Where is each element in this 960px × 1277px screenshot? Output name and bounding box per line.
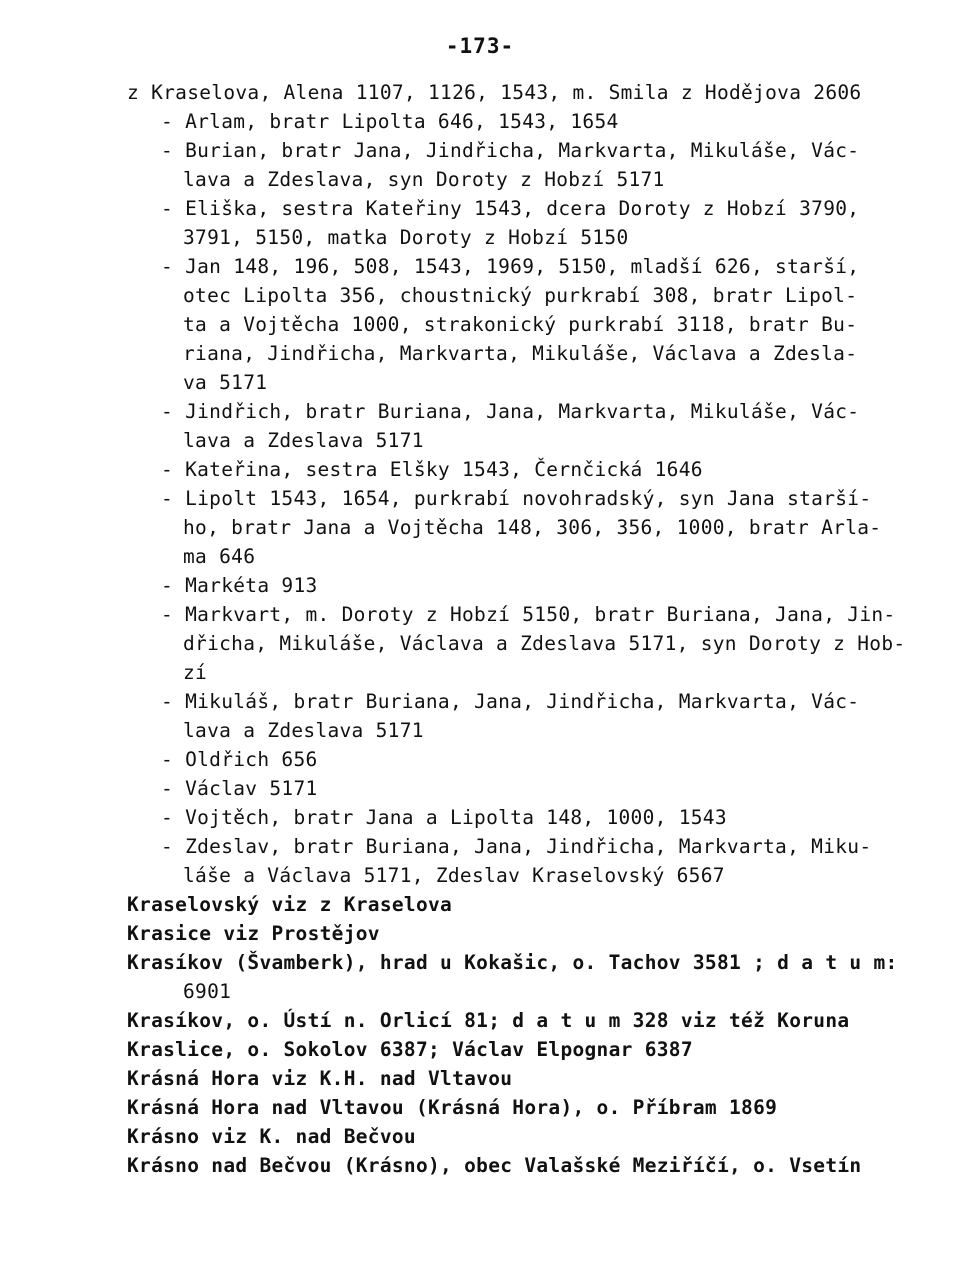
index-line: va 5171 [183,371,268,394]
index-line: ta a Vojtěcha 1000, strakonický purkrabí 3118, bratr Bu- [183,313,858,336]
index-line: Krásno nad Bečvou (Krásno), obec Valašské Meziříčí, o. Vsetín [127,1154,862,1177]
index-line: - Arlam, bratr Lipolta 646, 1543, 1654 [161,110,619,133]
index-line: ho, bratr Jana a Vojtěcha 148, 306, 356, 1000, bratr Arla- [183,516,882,539]
index-line: láše a Václava 5171, Zdeslav Kraselovský 6567 [183,864,725,887]
index-line: - Burian, bratr Jana, Jindřicha, Markvarta, Mikuláše, Vác- [161,139,860,162]
index-line: - Jan 148, 196, 508, 1543, 1969, 5150, mladší 626, starší, [161,255,860,278]
index-line: - Kateřina, sestra Elšky 1543, Černčická 1646 [161,458,703,481]
index-line: zí [183,661,208,684]
index-line: Krasíkov (Švamberk), hrad u Kokašic, o. Tachov 3581 ; d a t u m: [127,951,898,974]
index-line: lava a Zdeslava 5171 [183,719,424,742]
index-line: - Mikuláš, bratr Buriana, Jana, Jindřicha, Markvarta, Vác- [161,690,860,713]
index-line: - Markéta 913 [161,574,318,597]
page-number: -173- [445,34,515,58]
index-line: - Václav 5171 [161,777,318,800]
index-line: 3791, 5150, matka Doroty z Hobzí 5150 [183,226,629,249]
index-line: - Lipolt 1543, 1654, purkrabí novohradský, syn Jana starší- [161,487,872,510]
index-line: lava a Zdeslava 5171 [183,429,424,452]
index-line: Krásno viz K. nad Bečvou [127,1125,416,1148]
index-line: - Vojtěch, bratr Jana a Lipolta 148, 1000, 1543 [161,806,727,829]
index-line: - Jindřich, bratr Buriana, Jana, Markvarta, Mikuláše, Vác- [161,400,860,423]
index-line: - Eliška, sestra Kateřiny 1543, dcera Doroty z Hobzí 3790, [161,197,860,220]
index-line: ma 646 [183,545,256,568]
index-line: 6901 [183,980,232,1003]
index-line: Kraselovský viz z Kraselova [127,893,453,916]
index-entries [0,78,960,1180]
index-line: Krásná Hora nad Vltavou (Krásná Hora), o. Příbram 1869 [127,1096,778,1119]
index-line: z Kraselova, Alena 1107, 1126, 1543, m. Smila z Hodějova 2606 [127,81,862,104]
index-line: Krasice viz Prostějov [127,922,380,945]
index-line: Krásná Hora viz K.H. nad Vltavou [127,1067,513,1090]
index-line: Krasíkov, o. Ústí n. Orlicí 81; d a t u m 328 viz též Koruna [127,1009,850,1032]
index-line: - Zdeslav, bratr Buriana, Jana, Jindřicha, Markvarta, Miku- [161,835,872,858]
index-line: - Markvart, m. Doroty z Hobzí 5150, bratr Buriana, Jana, Jin- [161,603,896,626]
index-line: lava a Zdeslava, syn Doroty z Hobzí 5171 [183,168,665,191]
index-line: dřicha, Mikuláše, Václava a Zdeslava 5171, syn Doroty z Hob- [183,632,906,655]
index-line: Kraslice, o. Sokolov 6387; Václav Elpognar 6387 [127,1038,693,1061]
index-line: - Oldřich 656 [161,748,318,771]
index-line: riana, Jindřicha, Markvarta, Mikuláše, Václava a Zdesla- [183,342,858,365]
index-line: otec Lipolta 356, choustnický purkrabí 308, bratr Lipol- [183,284,858,307]
